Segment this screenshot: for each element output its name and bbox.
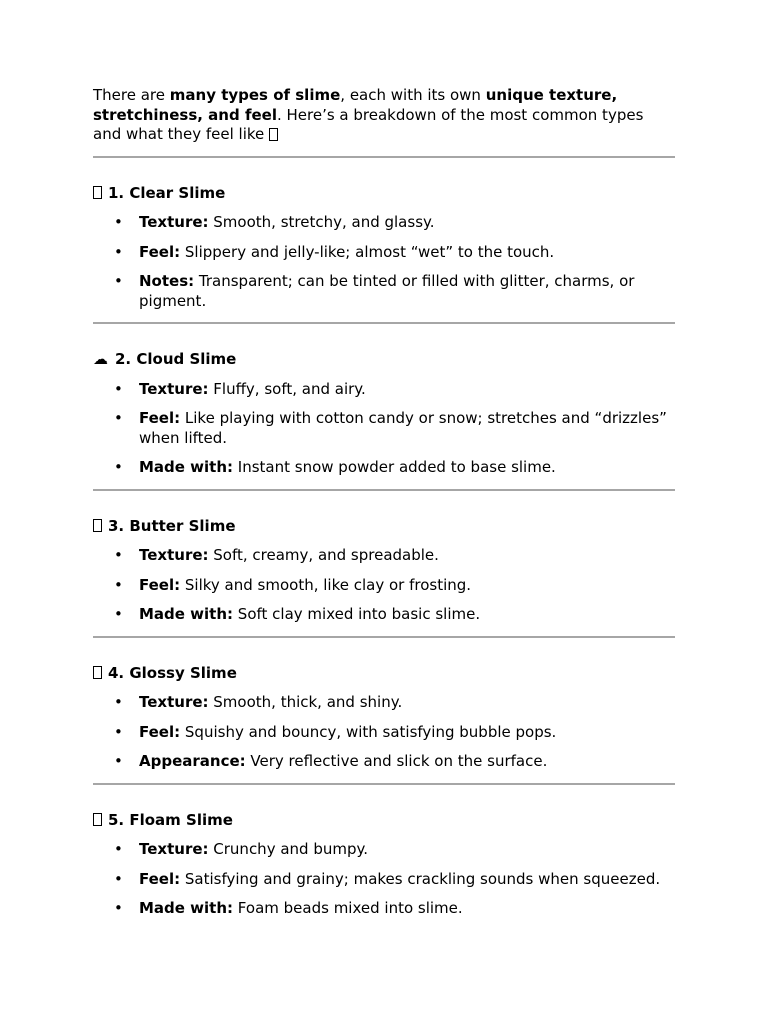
list-item: [93, 243, 675, 263]
intro-text-3: . Here’s a breakdown of the most common types and what they feel like: [93, 105, 644, 143]
bullet-list: [93, 380, 675, 478]
item-text: Smooth, stretchy, and glassy.: [208, 213, 435, 231]
divider: [93, 489, 675, 491]
intro-bold-2: unique texture, stretchiness, and feel: [93, 86, 618, 124]
bullet-icon: •: [114, 242, 123, 261]
list-item: [93, 546, 675, 566]
divider: [93, 636, 675, 638]
bullet-icon: •: [114, 546, 123, 564]
list-item: [93, 380, 675, 400]
divider: [93, 156, 675, 158]
divider: [93, 783, 675, 785]
list-item: [93, 723, 675, 743]
item-text: Crunchy and bumpy.: [208, 840, 368, 858]
item-text: Satisfying and grainy; makes crackling sounds when squeezed.: [180, 869, 661, 888]
floam-slime-emoji-icon: [93, 813, 102, 826]
section-glossy-slime: [93, 664, 675, 772]
item-text: Soft, creamy, and spreadable.: [208, 546, 439, 564]
list-item: [93, 576, 675, 596]
item-text: Silky and smooth, like clay or frosting.: [180, 575, 472, 594]
bullet-icon: •: [114, 575, 123, 594]
bullet-icon: •: [114, 409, 123, 427]
section-title: 1. Clear Slime: [108, 183, 226, 202]
item-label: Texture:: [139, 693, 209, 711]
item-text: Like playing with cotton candy or snow; stretches and “drizzles” when lifted.: [139, 409, 667, 447]
item-label: Texture:: [139, 379, 209, 398]
section-cloud-slime: [93, 350, 675, 478]
list-item: [93, 899, 675, 919]
bullet-list: [93, 213, 675, 311]
item-label: Feel:: [139, 242, 181, 261]
section-heading: [93, 811, 675, 831]
section-title: 5. Floam Slime: [108, 810, 233, 829]
bullet-icon: •: [114, 722, 123, 741]
bullet-list: [93, 840, 675, 919]
bullet-icon: •: [114, 272, 123, 290]
item-label: Feel:: [139, 869, 181, 888]
bullet-icon: •: [114, 458, 123, 476]
bullet-icon: •: [114, 752, 123, 770]
document-body: [93, 86, 675, 919]
list-item: [93, 458, 675, 478]
item-label: Notes:: [139, 272, 195, 290]
bullet-icon: •: [114, 213, 123, 231]
list-item: [93, 752, 675, 772]
butter-slime-emoji-icon: [93, 519, 102, 532]
item-text: Very reflective and slick on the surface.: [245, 752, 548, 770]
item-text: Soft clay mixed into basic slime.: [233, 605, 481, 623]
item-label: Texture:: [139, 840, 209, 858]
clear-slime-emoji-icon: [93, 186, 102, 199]
item-label: Feel:: [139, 722, 181, 741]
list-item: [93, 409, 675, 448]
section-heading: [93, 184, 675, 204]
bullet-list: [93, 693, 675, 772]
item-text: Squishy and bouncy, with satisfying bubble pops.: [180, 722, 557, 741]
item-text: Smooth, thick, and shiny.: [208, 693, 403, 711]
item-label: Made with:: [139, 605, 234, 623]
divider: [93, 322, 675, 324]
intro-text-1: There are: [93, 86, 170, 104]
item-label: Made with:: [139, 899, 234, 917]
list-item: [93, 605, 675, 625]
item-text: Transparent; can be tinted or filled with glitter, charms, or pigment.: [139, 272, 635, 310]
section-title: 3. Butter Slime: [108, 516, 236, 535]
bullet-icon: •: [114, 379, 123, 398]
item-label: Texture:: [139, 213, 209, 231]
bullet-icon: •: [114, 869, 123, 888]
list-item: [93, 840, 675, 860]
intro-text-2: , each with its own: [340, 86, 486, 104]
bullet-icon: •: [114, 840, 123, 858]
item-text: Foam beads mixed into slime.: [233, 899, 463, 917]
list-item: [93, 272, 675, 311]
item-label: Appearance:: [139, 752, 246, 770]
section-butter-slime: [93, 517, 675, 625]
section-clear-slime: [93, 184, 675, 312]
item-text: Instant snow powder added to base slime.: [233, 458, 556, 476]
bullet-icon: •: [114, 693, 123, 711]
item-label: Made with:: [139, 458, 234, 476]
item-label: Texture:: [139, 546, 209, 564]
section-floam-slime: [93, 811, 675, 919]
list-item: [93, 693, 675, 713]
cloud-icon: ☁: [93, 350, 108, 368]
section-heading: [93, 517, 675, 537]
item-text: Fluffy, soft, and airy.: [208, 379, 366, 398]
item-text: Slippery and jelly-like; almost “wet” to the touch.: [180, 242, 555, 261]
missing-glyph-icon: [269, 128, 278, 141]
section-heading: [93, 664, 675, 684]
intro-bold-1: many types of slime: [169, 86, 341, 104]
section-title: 4. Glossy Slime: [108, 663, 237, 682]
item-label: Feel:: [139, 575, 181, 594]
bullet-icon: •: [114, 899, 123, 917]
bullet-list: [93, 546, 675, 625]
intro-paragraph: [93, 86, 675, 145]
list-item: [93, 870, 675, 890]
glossy-slime-emoji-icon: [93, 666, 102, 679]
item-label: Feel:: [139, 409, 181, 427]
section-title: 2. Cloud Slime: [115, 350, 237, 368]
bullet-icon: •: [114, 605, 123, 623]
section-heading: [93, 350, 675, 370]
list-item: [93, 213, 675, 233]
